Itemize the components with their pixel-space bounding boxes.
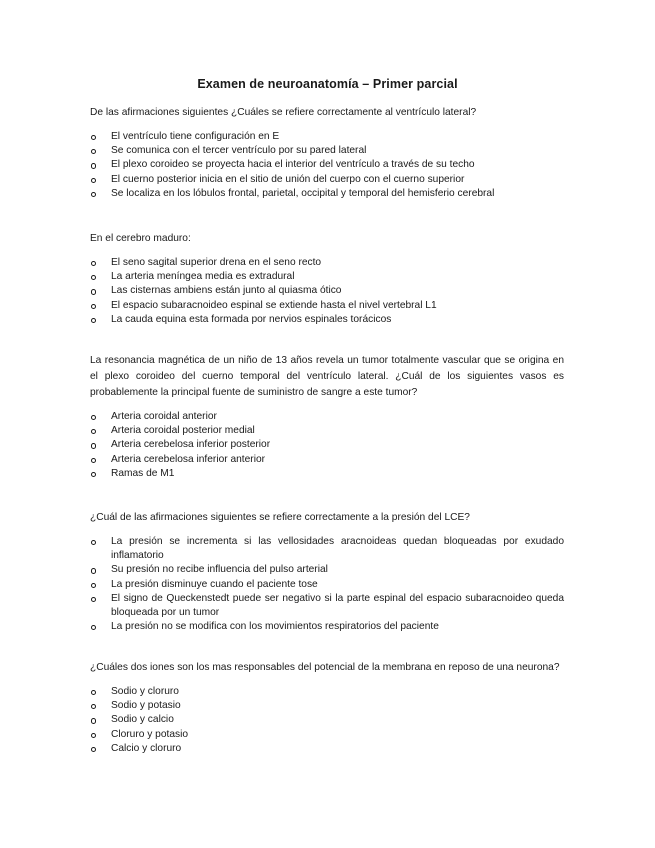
option-item xyxy=(90,187,564,201)
option-text: La presión se incrementa si las vellosidades aracnoideas quedan bloqueadas por exudado inflamatorio xyxy=(111,536,564,562)
bullet-circle-icon xyxy=(91,178,96,183)
option-text: La arteria meníngea media es extradural xyxy=(111,271,295,283)
option-item xyxy=(90,270,564,284)
question-text: En el cerebro maduro: xyxy=(90,233,191,244)
option-text: Arteria cerebelosa inferior posterior xyxy=(111,439,271,451)
option-text: La cauda equina esta formada por nervios espinales torácicos xyxy=(111,313,392,325)
option-item xyxy=(90,284,564,298)
bullet-circle-icon xyxy=(91,568,96,573)
bullet-circle-icon xyxy=(91,192,96,197)
option-text: Su presión no recibe influencia del pulso arterial xyxy=(111,564,328,576)
option-text: Sodio y cloruro xyxy=(111,686,179,697)
bullet-circle-icon xyxy=(91,733,96,738)
option-text: El cuerno posterior inicia en el sitio de unión del cuerpo con el cuerno superior xyxy=(111,173,465,185)
option-text: Sodio y calcio xyxy=(111,714,174,726)
question-1 xyxy=(90,105,564,201)
question-text: ¿Cuál de las afirmaciones siguientes se refiere correctamente a la presión del LCE? xyxy=(90,512,470,523)
bullet-circle-icon xyxy=(91,318,96,323)
option-text: Sodio y potasio xyxy=(111,700,181,712)
bullet-circle-icon xyxy=(91,597,96,602)
option-item xyxy=(90,728,564,742)
option-list xyxy=(90,130,564,201)
option-item xyxy=(90,410,564,424)
bullet-circle-icon xyxy=(91,583,96,588)
bullet-circle-icon xyxy=(91,718,96,723)
option-item xyxy=(90,299,564,313)
option-item xyxy=(90,173,564,187)
option-item xyxy=(90,158,564,172)
option-list xyxy=(90,410,564,481)
option-text: La presión no se modifica con los movimientos respiratorios del paciente xyxy=(111,621,439,633)
option-item xyxy=(90,438,564,452)
bullet-circle-icon xyxy=(91,163,96,168)
option-item xyxy=(90,713,564,727)
question-4 xyxy=(90,510,564,634)
option-list xyxy=(90,685,564,756)
question-3 xyxy=(90,353,564,481)
bullet-circle-icon xyxy=(91,261,96,266)
bullet-circle-icon xyxy=(91,429,96,434)
option-text: Arteria coroidal anterior xyxy=(111,411,217,422)
bullet-circle-icon xyxy=(91,540,96,545)
bullet-circle-icon xyxy=(91,690,96,695)
question-text: La resonancia magnética de un niño de 13 años revela un tumor totalmente vascular que se origina en el plexo coroideo del cuerno temporal del ventrículo lateral. ¿Cuál de los siguientes vasos es probablemente la principal fuente de suministro de sangre a este tumor? xyxy=(90,355,564,398)
option-list xyxy=(90,535,564,634)
option-text: Arteria coroidal posterior medial xyxy=(111,425,255,437)
option-item xyxy=(90,424,564,438)
option-text: Calcio y cloruro xyxy=(111,742,182,754)
option-text: La presión disminuye cuando el paciente tose xyxy=(111,578,318,590)
bullet-circle-icon xyxy=(91,458,96,463)
option-text: Arteria cerebelosa inferior anterior xyxy=(111,453,266,465)
question-text: ¿Cuáles dos iones son los mas responsables del potencial de la membrana en reposo de una neurona? xyxy=(90,662,560,673)
option-item xyxy=(90,256,564,270)
option-item xyxy=(90,742,564,756)
bullet-circle-icon xyxy=(91,289,96,294)
bullet-circle-icon xyxy=(91,704,96,709)
bullet-circle-icon xyxy=(91,275,96,280)
option-text: Se localiza en los lóbulos frontal, parietal, occipital y temporal del hemisferio cerebral xyxy=(111,187,495,199)
option-item xyxy=(90,620,564,634)
option-item xyxy=(90,535,564,563)
bullet-circle-icon xyxy=(91,472,96,477)
option-item xyxy=(90,699,564,713)
bullet-circle-icon xyxy=(91,747,96,752)
option-item xyxy=(90,144,564,158)
question-2 xyxy=(90,231,564,327)
option-text: Cloruro y potasio xyxy=(111,728,189,740)
option-item xyxy=(90,130,564,144)
option-item xyxy=(90,592,564,620)
option-item xyxy=(90,685,564,699)
option-text: El plexo coroideo se proyecta hacia el interior del ventrículo a través de su techo xyxy=(111,159,475,171)
bullet-circle-icon xyxy=(91,149,96,154)
option-text: El ventrículo tiene configuración en E xyxy=(111,131,280,142)
bullet-circle-icon xyxy=(91,625,96,630)
bullet-circle-icon xyxy=(91,304,96,309)
question-text: De las afirmaciones siguientes ¿Cuáles se refiere correctamente al ventrículo lateral? xyxy=(90,107,477,118)
option-text: Se comunica con el tercer ventrículo por su pared lateral xyxy=(111,145,367,157)
option-item xyxy=(90,453,564,467)
option-text: Ramas de M1 xyxy=(111,467,175,479)
option-item xyxy=(90,467,564,481)
option-item xyxy=(90,578,564,592)
option-item xyxy=(90,563,564,577)
option-list xyxy=(90,256,564,327)
document-title: Examen de neuroanatomía – Primer parcial xyxy=(197,77,458,91)
option-text: El espacio subaracnoideo espinal se extiende hasta el nivel vertebral L1 xyxy=(111,299,437,311)
bullet-circle-icon xyxy=(91,415,96,420)
bullet-circle-icon xyxy=(91,443,96,448)
question-5 xyxy=(90,660,564,756)
bullet-circle-icon xyxy=(91,135,96,140)
option-item xyxy=(90,313,564,327)
option-text: Las cisternas ambiens están junto al quiasma ótico xyxy=(111,285,342,297)
option-text: El signo de Queckenstedt puede ser negativo si la parte espinal del espacio subaracnoideo queda bloqueada por un tumor xyxy=(111,592,564,619)
option-text: El seno sagital superior drena en el seno recto xyxy=(111,257,322,268)
